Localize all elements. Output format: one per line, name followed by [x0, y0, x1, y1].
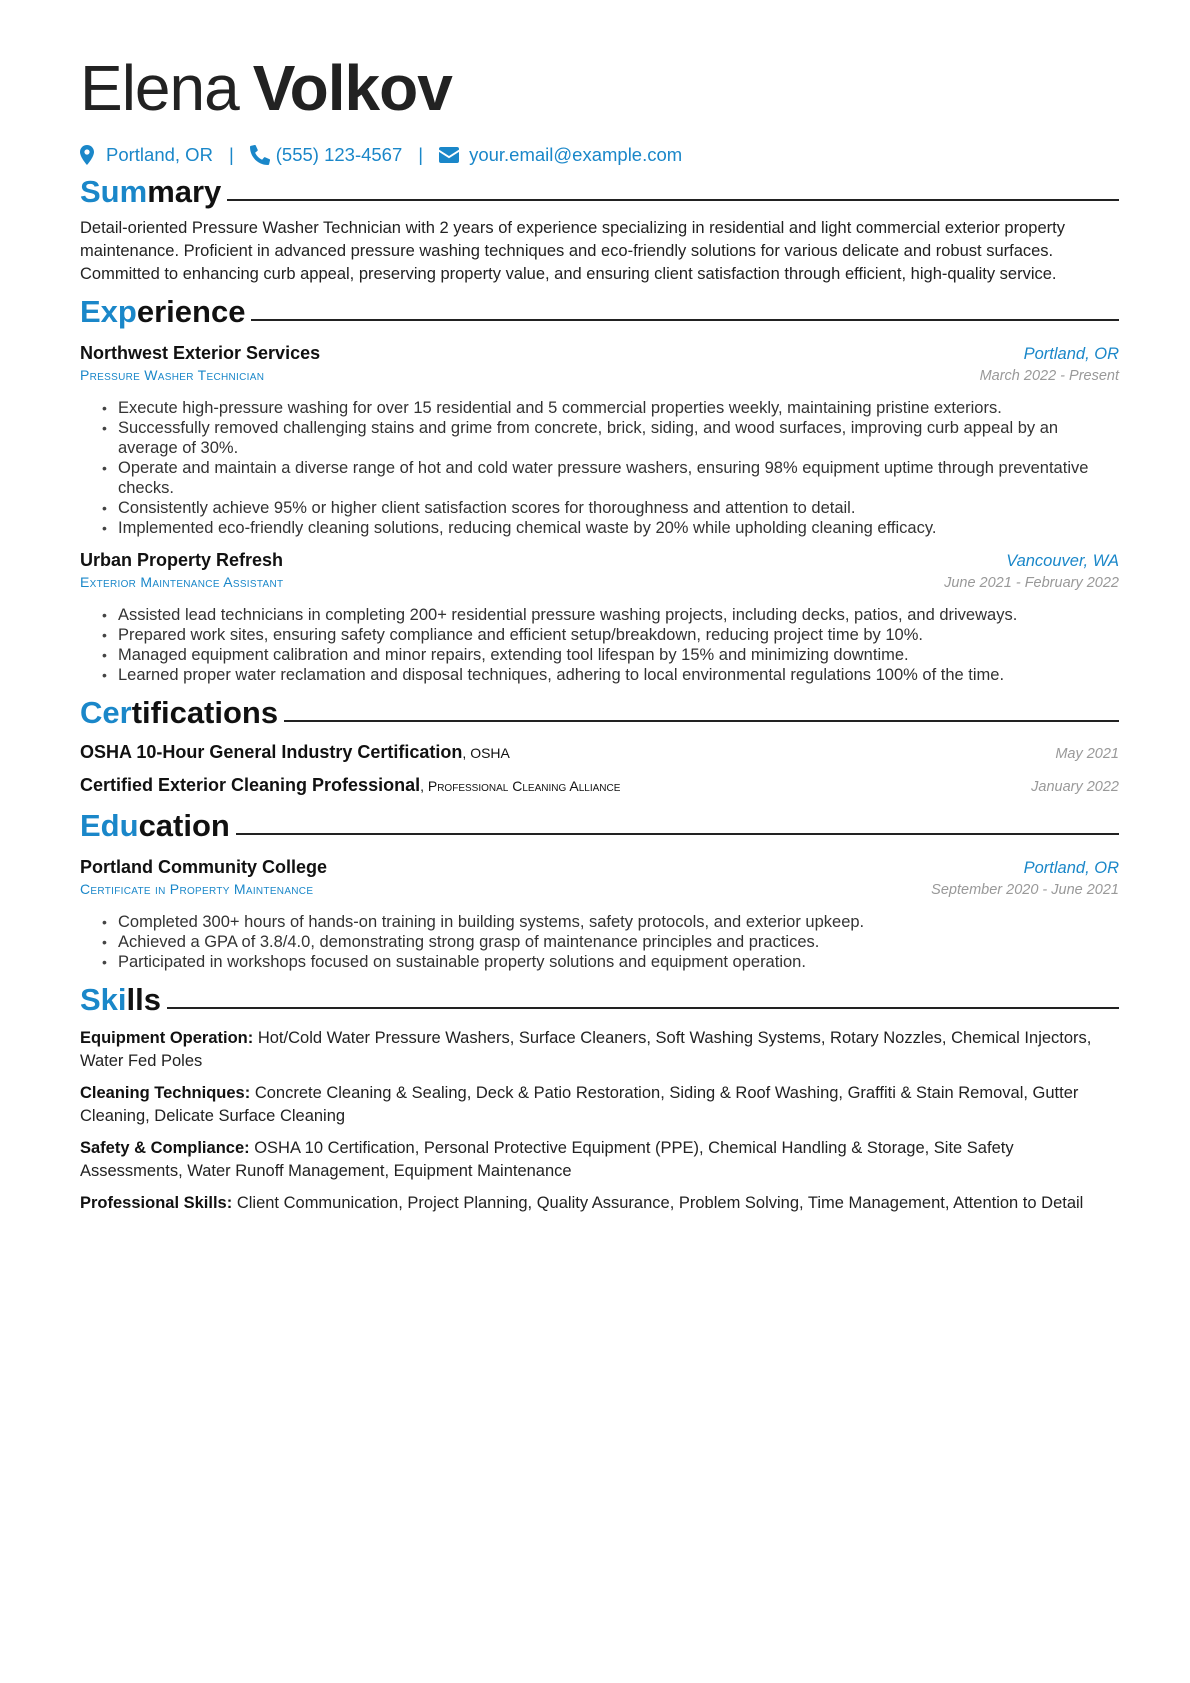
summary-heading: Sum mary — [80, 176, 1119, 207]
summary-text: Detail-oriented Pressure Washer Technician with 2 years of experience specializing in residential and light commercial exterior property maintenance. Proficient in advanced pressure washing techniques and eco-friendly solutions for various delicate and robust surfaces. Committed to enhancing curb appeal, preserving property value, and ensuring client satisfaction through efficient, high-quality service. — [80, 219, 1065, 283]
school-name: Portland Community College — [80, 857, 328, 877]
section-rule — [167, 1007, 1119, 1009]
list-item: • Consistently achieve 95% or higher client satisfaction scores for thoroughness and attention to detail. — [102, 498, 1119, 518]
certification-date: January 2022 — [1031, 779, 1119, 795]
skill-values: Client Communication, Project Planning, Quality Assurance, Problem Solving, Time Management, Attention to Detail — [236, 1194, 1084, 1212]
job-title: Pressure Washer Technician — [80, 367, 265, 383]
contact-separator: | — [228, 144, 234, 165]
section-rule — [251, 319, 1119, 321]
list-item: • Implemented eco-friendly cleaning solutions, reducing chemical waste by 20% while upholding cleaning efficacy. — [102, 518, 1119, 538]
skill-label: Equipment Operation: — [80, 1029, 254, 1047]
education-heading: Edu cation — [80, 810, 1119, 841]
school-location: Portland, OR — [1023, 859, 1119, 877]
employer-name: Northwest Exterior Services — [80, 343, 321, 363]
envelope-icon — [439, 145, 461, 165]
employer-name: Urban Property Refresh — [80, 550, 284, 570]
map-pin-icon — [80, 145, 98, 165]
job-dates: March 2022 - Present — [979, 368, 1119, 384]
job-dates: June 2021 - February 2022 — [944, 575, 1119, 591]
candidate-name — [80, 40, 1119, 124]
list-item: • Successfully removed challenging stains and grime from concrete, brick, siding, and wood surfaces, improving curb appeal by an average of 30%. — [102, 418, 1119, 458]
skill-values: Concrete Cleaning & Sealing, Deck & Patio Restoration, Siding & Roof Washing, Graffiti & Stain Removal, Gutter Cleaning, Delicate Surface Cleaning — [80, 1084, 1079, 1125]
email-link[interactable]: your.email@example.com — [469, 144, 683, 165]
location-text: Portland, OR — [106, 144, 213, 165]
section-rule — [236, 833, 1119, 835]
list-item: • Learned proper water reclamation and disposal techniques, adhering to local environmental regulations 100% of the time. — [102, 665, 1119, 685]
first-name: Elena — [80, 52, 239, 124]
section-rule — [227, 199, 1119, 201]
education-dates: September 2020 - June 2021 — [931, 882, 1119, 898]
education-entry — [80, 857, 1119, 972]
degree-title: Certificate in Property Maintenance — [80, 881, 314, 897]
skill-group — [80, 1192, 1119, 1215]
last-name: Volkov — [252, 52, 452, 124]
skill-group — [80, 1137, 1119, 1183]
list-item: • Operate and maintain a diverse range of hot and cold water pressure washers, ensuring 98% equipment uptime through preventative checks. — [102, 458, 1119, 498]
skill-group — [80, 1027, 1119, 1073]
phone-link[interactable]: (555) 123-4567 — [275, 144, 403, 165]
skill-label: Professional Skills: — [80, 1194, 233, 1212]
certification-entry: OSHA 10-Hour General Industry Certification, OSHA May 2021 — [80, 742, 1119, 762]
job-title: Exterior Maintenance Assistant — [80, 574, 284, 590]
job-location: Portland, OR — [1023, 345, 1119, 363]
list-item: • Prepared work sites, ensuring safety compliance and efficient setup/breakdown, reducing project time by 10%. — [102, 625, 1119, 645]
list-item: • Assisted lead technicians in completing 200+ residential pressure washing projects, including decks, patios, and driveways. — [102, 605, 1119, 625]
contact-separator: | — [418, 144, 424, 165]
skill-values: Hot/Cold Water Pressure Washers, Surface Cleaners, Soft Washing Systems, Rotary Nozzles, Chemical Injectors, Water Fed Poles — [80, 1029, 1092, 1070]
certification-name: Certified Exterior Cleaning Professional — [80, 775, 421, 795]
list-item: • Completed 300+ hours of hands-on training in building systems, safety protocols, and exterior upkeep. — [102, 912, 1119, 932]
experience-entry — [80, 343, 1119, 538]
list-item: • Execute high-pressure washing for over 15 residential and 5 commercial properties weekly, maintaining pristine exteriors. — [102, 398, 1119, 418]
list-item: • Participated in workshops focused on sustainable property solutions and equipment operation. — [102, 952, 1119, 972]
job-location: Vancouver, WA — [1006, 552, 1119, 570]
certifications-heading: Cer tifications — [80, 697, 1119, 728]
contact-line — [80, 142, 1119, 168]
skill-label: Safety & Compliance: — [80, 1139, 250, 1157]
certification-issuer: OSHA — [470, 745, 510, 761]
phone-icon — [250, 145, 268, 165]
skills-heading: Ski lls — [80, 984, 1119, 1015]
list-item: • Achieved a GPA of 3.8/4.0, demonstrating strong grasp of maintenance principles and practices. — [102, 932, 1119, 952]
certification-name: OSHA 10-Hour General Industry Certification — [80, 742, 463, 762]
certification-issuer: Professional Cleaning Alliance — [427, 778, 621, 794]
experience-entry — [80, 550, 1119, 685]
skill-label: Cleaning Techniques: — [80, 1084, 251, 1102]
resume-page — [80, 40, 1119, 1215]
skill-values: OSHA 10 Certification, Personal Protective Equipment (PPE), Chemical Handling & Storage, Site Safety Assessments, Water Runoff Management, Equipment Maintenance — [80, 1139, 1014, 1180]
section-rule — [284, 720, 1119, 722]
certification-entry: Certified Exterior Cleaning Professional, Professional Cleaning Alliance January 2022 — [80, 775, 1119, 795]
certification-date: May 2021 — [1055, 746, 1119, 762]
skill-group — [80, 1082, 1119, 1128]
list-item: • Managed equipment calibration and minor repairs, extending tool lifespan by 15% and minimizing downtime. — [102, 645, 1119, 665]
experience-heading: Exp erience — [80, 296, 1119, 327]
